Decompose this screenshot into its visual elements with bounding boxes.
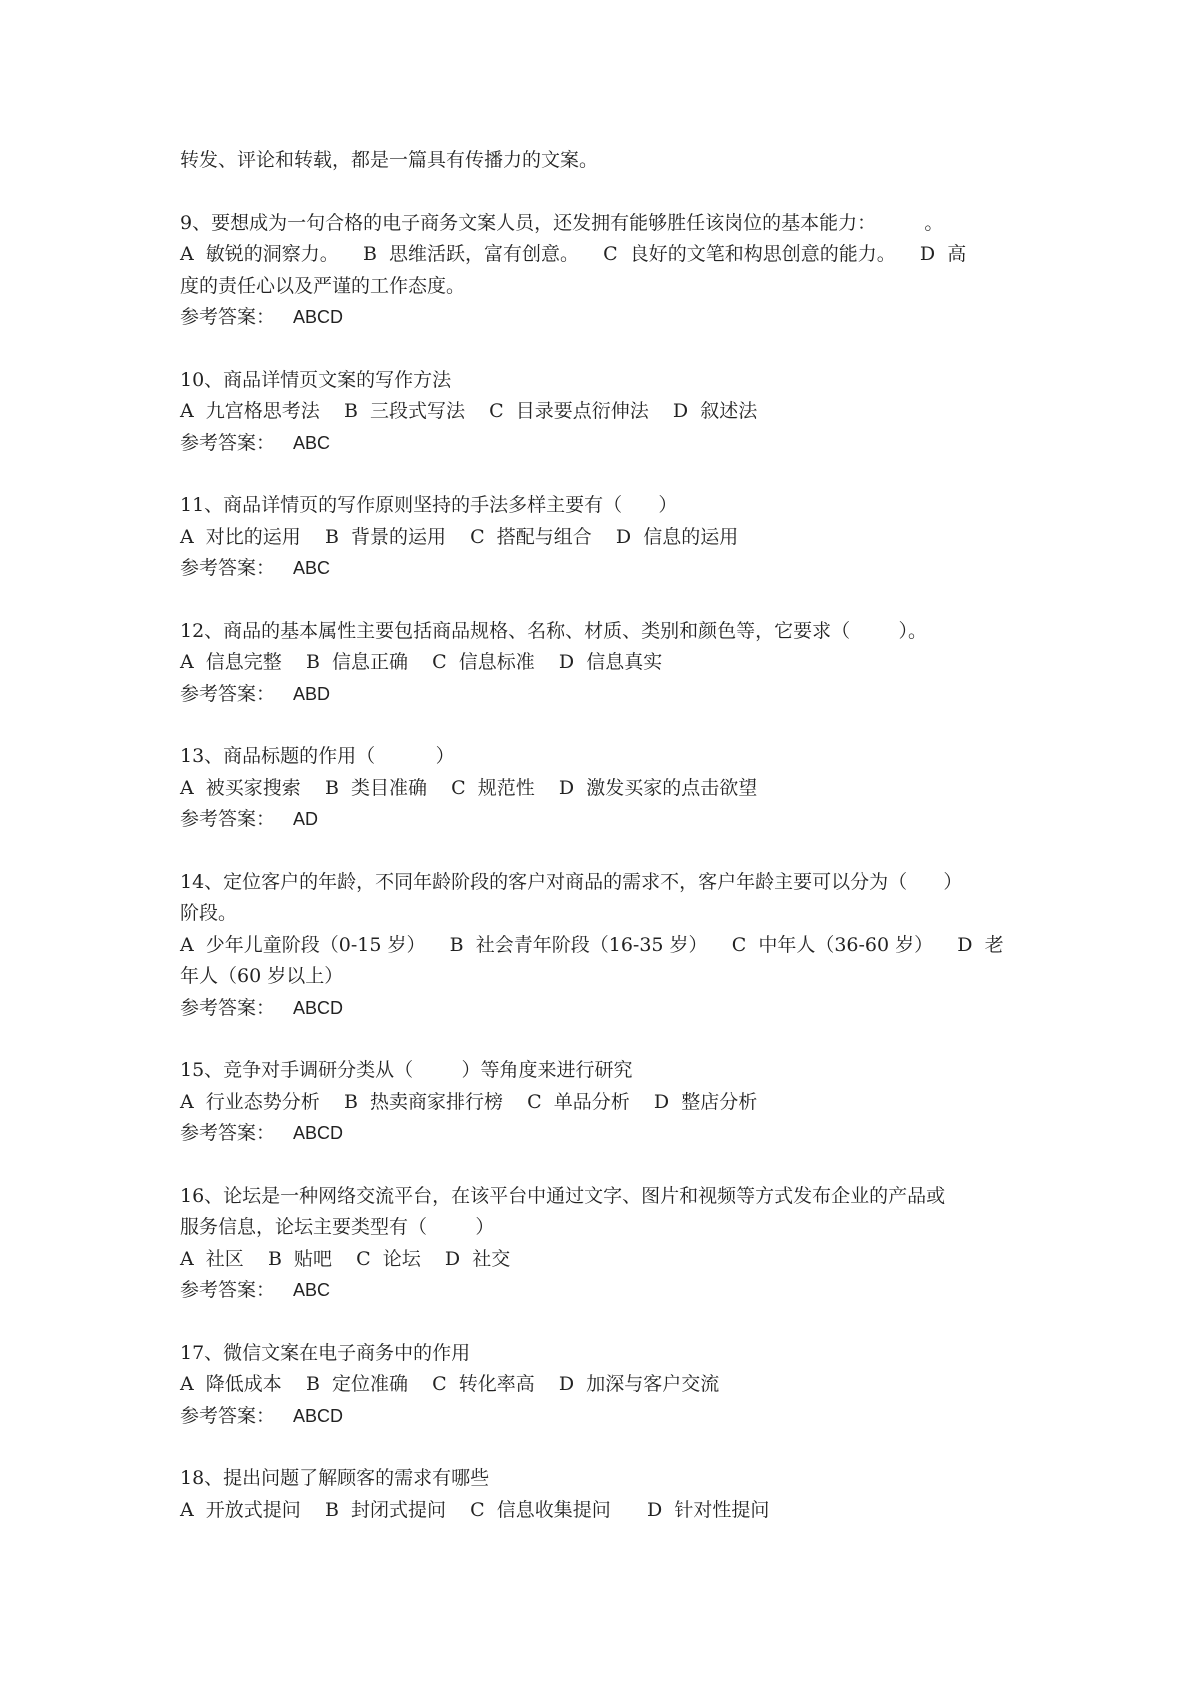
question-13 bbox=[180, 741, 1020, 836]
answer-value: ABC bbox=[293, 558, 331, 578]
question-10 bbox=[180, 365, 1020, 460]
answer-label: 参考答案： bbox=[180, 557, 276, 579]
question-text: 14、定位客户的年龄，不同年龄阶段的客户对商品的需求不，客户年龄主要可以分为（ ） bbox=[180, 870, 963, 893]
question-options: A 社区 B 贴吧 C 论坛 D 社交 bbox=[180, 1247, 511, 1270]
question-18 bbox=[180, 1463, 1020, 1526]
question-options-cont: 年人（60 岁以上） bbox=[180, 965, 344, 987]
document-page bbox=[180, 145, 1020, 1557]
question-options: A 降低成本 B 定位准确 C 转化率高 D 加深与客户交流 bbox=[180, 1373, 720, 1395]
question-14 bbox=[180, 867, 1020, 1025]
continuation-text: 转发、评论和转载，都是一篇具有传播力的文案。 bbox=[180, 149, 599, 171]
answer-line bbox=[180, 1401, 1020, 1433]
question-options: A 九宫格思考法 B 三段式写法 C 目录要点衍伸法 D 叙述法 bbox=[180, 400, 758, 422]
question-options-cont: 度的责任心以及严谨的工作态度。 bbox=[180, 274, 466, 297]
answer-label: 参考答案： bbox=[180, 1122, 276, 1144]
question-text: 18、提出问题了解顾客的需求有哪些 bbox=[180, 1467, 490, 1489]
question-options: A 敏锐的洞察力。 B 思维活跃，富有创意。 C 良好的文笔和构思创意的能力。 D 高 bbox=[180, 243, 967, 265]
question-9 bbox=[180, 208, 1020, 334]
answer-line bbox=[180, 993, 1020, 1025]
answer-line bbox=[180, 1118, 1020, 1150]
question-text: 17、微信文案在电子商务中的作用 bbox=[180, 1341, 471, 1364]
question-12 bbox=[180, 616, 1020, 711]
answer-value: ABCD bbox=[293, 1123, 344, 1143]
answer-value: ABC bbox=[293, 1280, 331, 1300]
answer-value: ABCD bbox=[293, 997, 344, 1018]
question-text: 12、商品的基本属性主要包括商品规格、名称、材质、类别和颜色等，它要求（ ）。 bbox=[180, 619, 927, 642]
question-options: A 行业态势分析 B 热卖商家排行榜 C 单品分析 D 整店分析 bbox=[180, 1090, 758, 1113]
answer-label: 参考答案： bbox=[180, 682, 276, 705]
question-options: A 被买家搜索 B 类目准确 C 规范性 D 激发买家的点击欲望 bbox=[180, 776, 758, 799]
answer-value: AD bbox=[293, 809, 319, 829]
question-options: A 信息完整 B 信息正确 C 信息标准 D 信息真实 bbox=[180, 651, 663, 673]
question-11 bbox=[180, 490, 1020, 585]
answer-line bbox=[180, 428, 1020, 460]
question-16 bbox=[180, 1181, 1020, 1307]
question-text: 11、商品详情页的写作原则坚持的手法多样主要有（ ） bbox=[180, 494, 678, 516]
answer-line bbox=[180, 302, 1020, 334]
question-text: 10、商品详情页文案的写作方法 bbox=[180, 368, 452, 391]
answer-label: 参考答案： bbox=[180, 431, 276, 454]
question-options: A 对比的运用 B 背景的运用 C 搭配与组合 D 信息的运用 bbox=[180, 525, 739, 548]
answer-value: ABCD bbox=[293, 1405, 344, 1426]
question-text: 13、商品标题的作用（ ） bbox=[180, 745, 455, 767]
question-15 bbox=[180, 1055, 1020, 1150]
question-text-cont: 阶段。 bbox=[180, 902, 238, 924]
answer-label: 参考答案： bbox=[180, 996, 276, 1019]
answer-value: ABCD bbox=[293, 307, 344, 327]
question-text: 16、论坛是一种网络交流平台，在该平台中通过文字、图片和视频等方式发布企业的产品或 bbox=[180, 1184, 946, 1207]
question-options: A 少年儿童阶段（0-15 岁） B 社会青年阶段（16-35 岁） C 中年人（36-60 岁） D 老 bbox=[180, 933, 1004, 956]
answer-label: 参考答案： bbox=[180, 306, 276, 328]
question-text-cont: 服务信息，论坛主要类型有（ ） bbox=[180, 1216, 495, 1238]
answer-label: 参考答案： bbox=[180, 1404, 276, 1427]
answer-line bbox=[180, 804, 1020, 836]
question-options: A 开放式提问 B 封闭式提问 C 信息收集提问 D 针对性提问 bbox=[180, 1498, 770, 1521]
question-text: 15、竞争对手调研分类从（ ）等角度来进行研究 bbox=[180, 1059, 633, 1081]
answer-value: ABC bbox=[293, 432, 331, 453]
answer-label: 参考答案： bbox=[180, 1279, 276, 1301]
answer-label: 参考答案： bbox=[180, 808, 276, 830]
answer-line bbox=[180, 553, 1020, 585]
continuation-paragraph bbox=[180, 145, 1020, 177]
answer-line bbox=[180, 1275, 1020, 1307]
answer-line bbox=[180, 679, 1020, 711]
answer-value: ABD bbox=[293, 683, 331, 704]
question-17 bbox=[180, 1338, 1020, 1433]
question-text: 9、要想成为一句合格的电子商务文案人员，还发拥有能够胜任该岗位的基本能力： 。 bbox=[180, 211, 944, 234]
